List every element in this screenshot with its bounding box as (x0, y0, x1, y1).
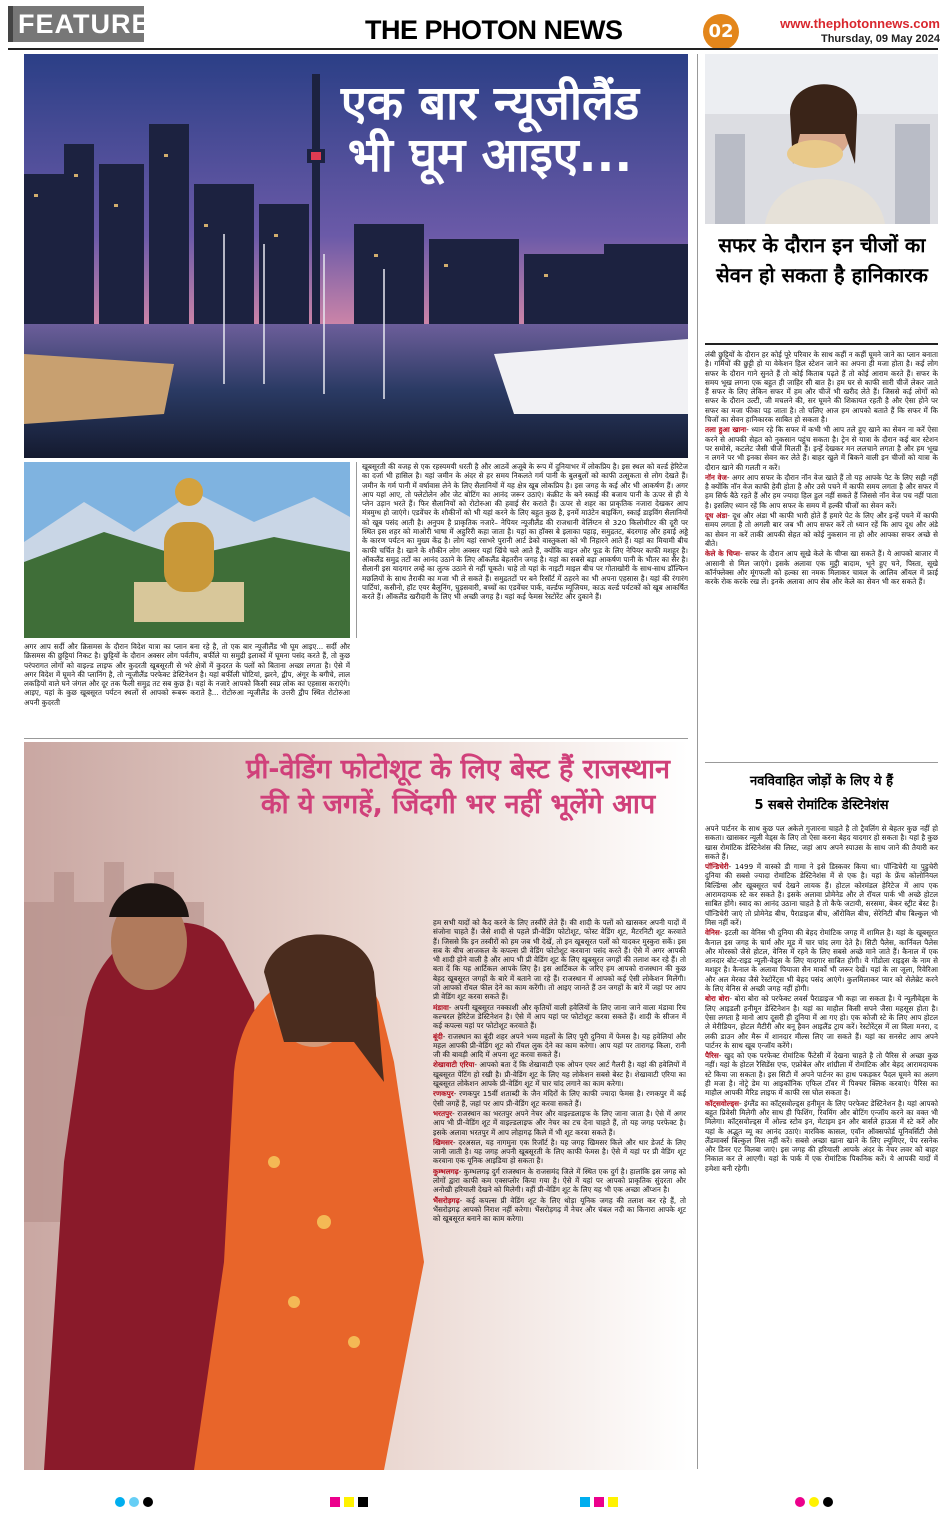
article4-item (705, 1099, 938, 1173)
article4-title (705, 770, 938, 818)
article2-place (433, 1060, 686, 1088)
article2-place (433, 1089, 686, 1108)
item-name: दूध अंडा (705, 511, 728, 521)
section-divider (24, 738, 688, 739)
place-text: - कई कपल्स प्री वेडिंग शूट के लिए थोड़ा यूनिक जगह की तलाश कर रहे हैं, तो भैंसरोड़गढ़ आपको निराश नहीं करेगा। भैंसरोड़गढ़ में नेचर और चंबल नदी का किनारा आपके शूट को खूबसूरत बनाने का काम करेगा। (433, 1195, 686, 1224)
page-number-badge: 02 (703, 14, 739, 50)
article1-right-column: खूबसूरती की वजह से एक रहस्यमयी धरती है और आठवें अजूबे के रूप में दुनियाभर में लोकप्रिय है। इस स्थल को वर्ल्ड हेरिटेज का दर्जा भी हासिल है। यहां जमीन के अंदर से हर समय निकलते गर्म पानी के बुलबुलों को काफी उत्सुकता से लोग देखते हैं। जमीन के गर्म पानी में वर्षावास लेने के लिए सैलानियों में यह क्षेत्र खूब लोकप्रिय है। इस जगह के कई और भी आकर्षण हैं। अगर आप यहां आए, तो फ्लेटोलेन और जेट बोटिंग का आनंद जरूर उठाएं। कंक्रीट के बने स्काई की बजाय पानी के ऊपर से ही ये प्लेन उड़ान भरते हैं। फिर सैलानियों को रोटोरुआ की हवाई सैर कराते हैं। ऊपर से शहर का प्राकृतिक नजारा देखकर आप मंत्रमुग्ध हो जाएंगे। एडवेंचर के शौकीनों को भी यहां करने के लिए बहुत कुछ है, इनमें माउंटेन बाइकिंग, स्काई डाइविंग सैलानियों को खूब पसंद आती है। अनुपम है प्राकृतिक नजारे– नेपियर न्यूजीलैंड की राजधानी वेलिंग्टन से 320 किलोमीटर की दूरी पर स्थित इस शहर को माओरी भाषा में अहुरिरी कहा जाता है। यहां का हॉक्स बे इलाका पहाड़, समुद्रतट, बंदरगाह और हवाई अड्डे के कारण पर्यटन का मुख्य केंद्र है। लोग यहां रसभरे पुरानी आर्ट डेको वास्तुकला को भी निहारने आते हैं। यहां का मियामी बीच काफी चर्चित है। खाने के शौकीन लोग अक्सर यहां खिंचे चले आते हैं, क्योंकि वाइन और फूड के लिए नेपियर काफी मशहूर है। ऑकलैंड समुद्र तटों का आनंद उठाने के लिए ऑकलैंड बेहतरीन जगह है। यहां का सबसे बड़ा आकर्षण पानी के भीतर का सैर है। सैलानी इस यादगार लम्हे का लुत्फ उठाने से नहीं चूकते। चाहे तो यहां के नाइटी माइल बीच पर गोताखोरी के साथ-साथ डॉल्फिन मछलियों के साथ तैराकी का मजा भी ले सकते हैं। समुद्रतटों पर बने रिसॉर्ट में ठहरने का भी अपना एहसास है। यहां की रंगारंग पार्टियां, कसीनो, हॉट एयर बैलूनिंग, घुड़सवारी, बच्चों का एडवेंचर पार्क, वर्ल्डफ म्यूजियम, काऊ वर्ल्ड पर्यटकों को खूब आकर्षित करते हैं। ऑकलैंड खरीदारी के लिए भी अच्छी जगह है। यहां कई फेमस रेस्टोरेंट और दुकाने हैं। (362, 462, 688, 602)
place-name: बूंदी (433, 1031, 443, 1041)
place-name: खिमसर (433, 1137, 453, 1147)
place-name: शेखावाटी एरिया (433, 1060, 475, 1070)
section-label: FEATURE (8, 6, 144, 42)
place-text: - राजस्थान का बूंदी शहर अपने भव्य महलों के लिए पूरी दुनिया में फेमस है। यह हवेलियां और महल आपकी प्री-वेडिंग शूट को रॉयल लुक देने का काम करेगा। आप यहां पर तारागढ़ किला, रानी जी की बावड़ी आदि में अपना शूट करवा सकते हैं। (433, 1031, 686, 1060)
article3-intro: लंबी छुट्टियों के दौरान हर कोई पूरे परिवार के साथ कहीं न कहीं घूमने जाने का प्लान बनाता है। गर्मियों की छुट्टी हो या वेकेशन हिल स्टेशन जाने का अपना ही मजा होता है। कई लोग सफर के दौरान गाने सुनते हैं तो कोई किताब पढ़ते हैं तो कोई आराम करते हैं। सफर के समय भूख लगना एक बहुत ही जाहिर सी बात है। हम घर से काफी सारी चीजें लेकर जाते हैं सफर के लिए लेकिन सफर में हम और चीजें भी खरीद लेते हैं। जिससे कई लोगों को सफर के दौरान उल्टी, जी मचलने की, सर घूमने की शिकायत रहती है और ऐसा होने पर सफर का मजा फीका पड़ जाता है। तो चलिए आज हम आपको बताते हैं कि सफर में कि चिजों का सेवन हानिकारक साबित हो सकता है। (705, 350, 938, 425)
destination-text: - बोरा बोरा को परफेक्ट लवर्स पैराडाइज भी कहा जा सकता है। ये न्यूलीवेड्स के लिए आइडली हनीमून डेस्टिनेशन है। यहां का माहौल किसी सपने जैसा महसूस होता है। ऐसा लगता है मानो आप दूसरी ही दुनिया में आ गए हो। एक कोजी स्टे के लिए आप होटल ले मेरीडियन, होटल मैटीरी और बनू हैवन आइलैंड ट्राय करें। रेस्टोरेंट्स में ला विला मनरा, द लकी डाउन और मैरू में शानदार मील्स लिए जा सकते हैं। यहां का सनसेट आप अपने पार्टनर के साथ खूब एन्जॉय करेंगे। (705, 994, 938, 1050)
article3-body (705, 350, 938, 755)
article3-item (705, 549, 938, 586)
destination-name: पैरिस (705, 1051, 719, 1061)
article4-body (705, 824, 938, 1469)
article2-place (433, 1109, 686, 1137)
item-name: केले के चिप्स (705, 549, 740, 559)
article3-item (705, 511, 938, 548)
article4-title-line1: नवविवाहित जोड़ों के लिए ये हैं (749, 774, 894, 789)
article3-item (705, 425, 938, 471)
article2-place (433, 1167, 686, 1195)
place-name: कुम्भलगढ़ (433, 1166, 459, 1176)
title-rule (705, 343, 938, 345)
article2-place (433, 1032, 686, 1060)
item-name: नॉन वेज (705, 472, 727, 482)
destination-text: - इंग्लैंड का कॉट्सवोल्ड्स हनीमून के लिए परफेक्ट डेस्टिनेशन है। यहां आपको बहुत प्रिवेसी मिलेगी और साथ ही फिशिंग, रिवमिंग और बोटिंग एन्जॉय करने का वक्त भी मिलेगा। कॉट्सवोल्ड्स में ओल्ड स्टोव इन, मेटाइम इन और बार्सले हाऊस में स्टे करें और यहां के अद्भुत व्यू का आनंद उठाएं। वारविक कासल, एवॉन ऑक्सफोर्ड यूनिवर्सिटी जैसे लैंडमार्क्स बिल्कुल मिस नहीं करें। सबसे अच्छा खाना खाने के लिए ल्यूमिएर, पेप रसनेक और डिनर एट विलबा जाएं। इस जगह की हरियाली आपके अंदर के नेचर लवर को बाहर निकाल कर ले आएगी। यहां के पार्क में एक रोमांटिक पिकनिक करें। ये आपकी यादों में हमेशा बनी रहेगी। (705, 1098, 938, 1173)
place-text: - राजस्थान का भरतपुर अपने नेचर और वाइल्डलाइफ के लिए जाना जाता है। ऐसे में अगर आप भी प्री-वेडिंग शूट में वाइल्डलाइफ और नेचर का टच देना चाहते हैं, तो यह जगह परफेक्ट है। इसके अलावा भरतपुर में आप लोहागढ़ किले में भी शूट करवा सकते हैं। (433, 1108, 686, 1137)
article3-title: सफर के दौरान इन चीजों का सेवन हो सकता है हानिकारक (716, 233, 928, 287)
article2-title: प्री-वेडिंग फोटोशूट के लिए बेस्ट हैं राजस्थान की ये जगहें, जिंदगी भर नहीं भूलेंगे आप (245, 754, 671, 820)
place-name: भैंसरोड़गढ़ (433, 1195, 460, 1205)
header-rule (8, 48, 938, 50)
masthead: THE PHOTON NEWS (365, 15, 623, 45)
article1-title-line2: भी घूम आइए... (347, 128, 633, 183)
article4-item (705, 862, 938, 927)
article4-item (705, 928, 938, 993)
article2-intro: हम सभी यादों को कैद करने के लिए तस्वीरें लेते हैं। की शादी के पलों को खासकर अपनी यादों में संजोना चाहते हैं। जैसे शादी से पहले प्री-वेडिंग फोटोशूट, फोस्ट वेडिंग शूट, मैटरनिटी शूट करवाते हैं। जिससे कि इन तस्वीरों को हम जब भी देखें, तो इन खूबसूरत पलों को यादकर मुस्कुरा सकें। इस सब के बीच आजकल के कपल्स प्री वेडिंग फोटोशूट करवाना पसंद करते हैं। ऐसे में अगर आपकी भी शादी होने वाली है और आप भी प्री वेडिंग शूट के लिए खूबसूरत जगहों की तलाश कर रहे हैं। तो बता दें कि यह आर्टिकल आपके लिए है। इस आर्टिकल के जरिए हम आपको राजस्थान की कुछ बेहद खूबसूरत जगहों के बारे में बताने जा रहे हैं। राजस्थान में आपको कई ऐसी लोकेशन मिलेंगी। जो आपको रॉयल फील देने का काम करेंगी। तो आइए जानते हैं उन जगहों के बारे में जहां पर आप प्री वेडिंग शूट करवा सकते हैं। (433, 918, 686, 1002)
place-name: भरतपुर (433, 1108, 453, 1118)
section-divider (705, 762, 938, 763)
place-name: रणकपुर (433, 1089, 454, 1099)
woman-eating-sandwich-photo (705, 54, 938, 224)
article4-title-line2: 5 सबसे रोमांटिक डेस्टिनेशंस (754, 798, 889, 813)
place-text: - अपनी खूबसूरत नक्काशी और कृतियों वाली हवेलियों के लिए जाना जाने वाला मंडावा रिच कल्चरल हेरिटेज डेस्टिनेशन है। ऐसे में आप यहां पर फोटोशूट करवा सकते हैं। शादी के सीजन में कई कपल्स यहां पर फोटोशूट करवाते हैं। (433, 1002, 686, 1031)
website-url[interactable]: www.thephotonnews.com (780, 16, 940, 31)
article3-item (705, 473, 938, 510)
place-text: - कुम्भलगढ़ दुर्ग राजस्थान के राजसमंद जिले में स्थित एक दुर्ग है। हालांकि इस जगह को लोगों द्वारा काफी कम एक्सप्लोर किया गया है। ऐसे में यहां पर आपको प्राकृतिक सुंदरता और अनोखी हरियाली देखने को मिलेगी। वहीं प्री-वेडिंग शूट के लिए यह भी एक अच्छा ऑप्शन है। (433, 1166, 686, 1195)
place-text: - दरअसल, यह नागमुना एक रिजॉर्ट है। यह जगह खिमसर किले और थार डेजर्ट के लिए जानी जाती है। यह जगह अपनी खूबसूरती के लिए काफी फेमस है। ऐसे में यहां पर प्री वेडिंग शूट करवाना एक यूनिक आइडिया हो सकता है। (433, 1137, 686, 1166)
issue-date: Thursday, 09 May 2024 (820, 33, 940, 45)
column-divider (356, 462, 357, 638)
place-name: मंडावा (433, 1002, 449, 1012)
item-text: - सफर के दौरान आप सूखे केले के चीप्स खा सकते हैं। ये आपको बाजार में आसानी से मिल जाएंगे। इसके अलावा एक मुट्ठी बादाम, भूने हुए चने, पिस्ता, सूखे कॉर्नफ्लेक्स और मूंगफली को हल्का सा नमक मिलाकर चावल के आलिव ऑयल में फ्राई करके रोक करके रख लें। इनके अलावा आप सेब और केले का सेवन भी कर सकते हैं। (705, 549, 938, 587)
destination-name: पॉन्डिचेरी (705, 862, 729, 872)
destination-text: - इटली का वेनिस भी दुनिया की बेहद रोमांटिक जगह में शामिल है। यहां के खूबसूरत कैनाल इस जगह के चार्म और मूड में चार चांद लगा देते है। सिटी पैलेस, कार्निवल पैलेस और मोरस्को जैसे होटल, वेनिस में रहने के लिए सबसे अच्छे माने जाते हैं। कैनाल में एक शानदार बोट-राइड न्यूली-वेड्स के लिए यादगार साबित होगी। ये गोंडोला राइड्स के नाम से मशहूर है। कैनाल के अलावा पियाजा सैन मार्को भी जरूर देखें। यहां के ला जूला, रिवेरिआ और अल मेरका जैसे रेस्टोरेंट्स भी बेहद पसंद आएंगे। कुलमिलाकर प्यार को सेलेब्रेट करने के लिए वेनिस से अच्छी जगह नहीं होगी। (705, 928, 938, 994)
article4-item (705, 1051, 938, 1097)
place-text: - रणकपुर 15वीं शताब्दी के जैन मंदिरों के लिए काफी ज्यादा फेमस है। रणकपुर में कई ऐसी जगहें हैं, जहां पर आप प्री-वेडिंग शूट करवा सकते हैं। (433, 1089, 686, 1108)
item-text: - दूध और अंडा भी काफी भारी होते हैं हमारे पेट के लिए और इन्हें पचने में काफी समय लगता है तो अगली बार जब भी आप सफर करें तो ध्यान रहें कि आप दूध और अंडे का सेवन ना करें ताकी आपकी सेहत को कोई नुकसान ना हो और आपका सफर अच्छे से बीते। (705, 511, 938, 548)
destination-name: कॉट्सवोल्ड्स (705, 1098, 740, 1108)
article2-place (433, 1138, 686, 1166)
article2-body (433, 918, 686, 1478)
print-registration-strip (0, 1488, 945, 1516)
article4-intro: अपने पार्टनर के साथ कुछ पल अकेले गुजारना चाहते है तो ट्रैवलिंग से बेहतर कुछ नहीं हो सकता। खासकर न्यूली वेड्स के लिए तो ऐसा करना बेहद यादगार हो सकता है। यहां है कुछ खास रोमांटिक डेस्टिनेशंस की लिस्ट, जहां आप अपने स्पाउस के साथ जाने की तैयारी कर सकते हैं। (705, 824, 938, 861)
article2-place (433, 1003, 686, 1031)
destination-text: - खुद को एक परफेक्ट रोमांटिक फैंटेसी में देखना चाहते है तो पैरिस से अच्छा कुछ नहीं। यहां के होटल रैसिडेंस एफ, एफ्रोबेल और शांग्रीला में रोमांटिक और बेहद आरामदायक स्टे किया जा सकता है। इस सिटी में अपने पार्टनर का हाथ पकड़कर पैदल घूमने का अलग ही मजा है। नोट्रे डेम या आइकॉनिक एफिल टॉवर में पिक्चर क्लिक करवाएं। पैरिस का माहौल आपकी मैरिड लाइफ में काफी रस घोल सकता है। (705, 1051, 938, 1098)
article1-title-line1: एक बार न्यूजीलैंड (340, 76, 640, 131)
destination-name: बोरा बोरा (705, 994, 730, 1004)
destination-text: - 1499 में वास्को डी गामा ने इसे डिस्कवर किया था। पॉन्डिचेरी या पुडुचेरी दुनिया की सबसे ज्यादा रोमांटिक डेस्टिनेशंस में से एक है। यहां के फ्रेंच कोलोनियल बिल्डिंग्स और खूबसूरत चर्च देखने लायक हैं। होटल कोरमंडल हेरिटेज में आप एक आरामदायक स्टे कर सकते है। इसके अलावा प्रोमेनेड और ले रॉयल पार्क भी अच्छे होटल साबित होंगे। स्वाद का आनंद उठाना चाहते है तो कैफे जटायी, सरसमा, बेकर स्ट्रीट बेस्ट है। पॉन्डिचेरी जाएं तो प्रोमेनेड बीच, पैराडाइज बीच, ऑरोविल बीच, सेरेनिटी बीच बिल्कुल भी मिस नहीं करें। (705, 862, 938, 927)
item-text: - ध्यान रहे कि सफर में कभी भी आप तले हुए खाने का सेवन ना करें ऐसा करने से आपकी सेहत को नुकसान पहुंच सकता है। ट्रेन से यात्रा के दौरान कई बार स्टेशन पर समोसे, कटलेट जैसी चीजें मिलती हैं। इन्हें देखकर मन ललचाने लगता है और हम भूख न लगने पर भी इनका सेवन कर लेते हैं। बाहर खुले में बिकने वाली इन चीजों को यात्रा के दौरान खाने की गलती न करें। (705, 425, 938, 472)
place-text: - आपको बता दें कि शेखावाटी एक ओपन एयर आर्ट गैलरी है। यहां की हवेलियों में खूबसूरत पेंटिंग हो रखी है। प्री-वेडिंग शूट के लिए यह लोकेशन सबसे बेस्ट है। शेखावाटी एरिया का खूबसूरत लोकेशन आपके प्री-वेडिंग शूट में चार चांद लगाने का काम करेगा। (433, 1060, 686, 1089)
article1-left-column: अगर आप सर्दी और क्रिसमस के दौरान विदेश यात्रा का प्लान बना रहे है, तो एक बार न्यूजीलैंड भी घूम आइए... सर्दी और क्रिसमस की छुट्टियां निकट है। छुट्टियों के दौरान अक्सर लोग पर्वतीय, बर्फीले या समुद्री इलाकों में घूमना पसंद करते हैं, तो कुछ परंपरागत लोगों को वाइल्ड लाइफ और कुदरती खूबसूरती से भरे क्षेत्रों में कुदरत के पलों को बिताना अच्छा लगता है। ऐसे में अगर विदेश में घूमने की प्लानिंग है, तो न्यूजीलैंड परफेक्ट डेस्टिनेशन है। यहां बर्फीली चोटियां, झरने, द्वीप, अंगूर के बगीचे, लाल लकड़ियों वाले घने जंगल और दूर तक फैली समुद्र तट सब कुछ है। यहां के नजारे आपको किसी स्वप्न लोक का एहसास कराएंगे। आइए, यहां के कुछ खूबसूरत पर्यटन स्थलों से आपको रूबरू कराते है... रोटोरुआ न्यूजीलैंड के उत्तरी द्वीप स्थित रोटोरुआ अपनी कुदरती (24, 642, 350, 707)
item-text: - अगर आप सफर के दौरान नॉन वेज खाते हैं तो यह आपके पेट के लिए सही नहीं है क्योंकि नॉन वेज काफी हेवी होता है और उसे पचने में काफी समय लगता है और सफर में हम सिर्फ बैठे रहते हैं और हम ज्यादा हिल डुल नहीं सकते हैं जिससे नॉन वेज पच नहीं पाता है। इसलिए ध्यान रहें कि आप सफर के समय में हल्की चीजों का सेवन करें। (705, 472, 938, 510)
destination-name: वेनिस (705, 928, 720, 938)
article1-title (300, 78, 680, 182)
article4-item (705, 994, 938, 1050)
right-column-divider (697, 54, 698, 1469)
article2-place (433, 1196, 686, 1224)
buddha-statue-photo (24, 462, 350, 638)
item-name: तला हुआ खाना (705, 425, 747, 435)
